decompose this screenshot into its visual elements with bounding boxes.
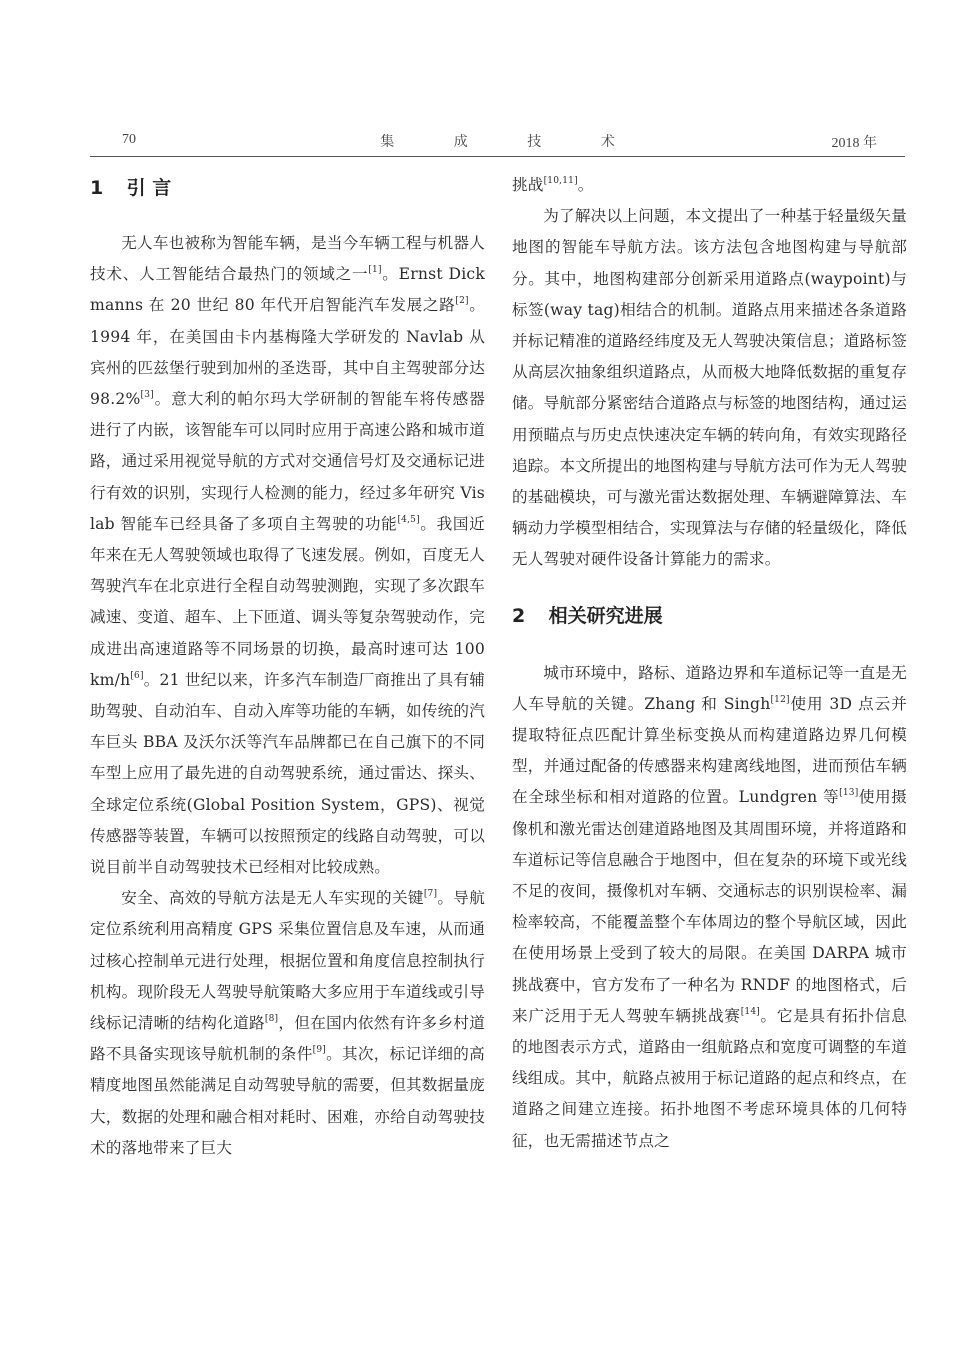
body-text: 为了解决以上问题，本文提出了一种基于轻量级矢量地图的智能车导航方法。该方法包含地图构建与导航部分。其中，地图构建部分创新采用道路点(waypoint)与标签(way tag)相结合的机制。道路点用来描述各条道路并标记精准的道路经纬度及无人驾驶决策信息；道路标签从高层次抽象组织道路点，从而极大地降低数据的重复存储。导航部分紧密结合道路点与标签的地图结构，通过运用预瞄点与历史点快速决定车辆的转向角，有效实现路径追踪。本文所提出的地图构建与导航方法可作为无人驾驶的基础模块，可与激光雷达数据处理、车辆避障算法、车辆动力学模型相结合，实现算法与存储的轻量级化，降低无人驾驶对硬件设备计算能力的需求。 [512, 207, 907, 569]
citation-ref: [12] [770, 694, 790, 705]
section-2-title: 相关研究进展 [548, 604, 663, 627]
intro-paragraph-2 [90, 883, 485, 1164]
body-text: 。我国近年来在无人驾驶领域也取得了飞速发展。例如，百度无人驾驶汽车在北京进行全程自动驾驶测跑，实现了多次跟车减速、变道、超车、上下匝道、调头等复杂驾驶动作，完成进出高速道路等不同场景的切换，最高时速可达 100 km/h [90, 514, 485, 689]
intro-paragraph-1 [90, 228, 485, 883]
related-work-paragraph [512, 658, 907, 1157]
citation-ref: [14] [740, 1006, 760, 1017]
section-1-heading [90, 170, 485, 206]
citation-ref: [8] [264, 1014, 279, 1025]
citation-ref: [3] [140, 390, 154, 401]
body-text: 挑战 [512, 176, 544, 194]
body-text: 。其次，标记详细的高精度地图虽然能满足自动驾驶导航的需要，但其数据量庞大，数据的处理和融合相对耗时、困难，亦给自动驾驶技术的落地带来了巨大 [90, 1045, 485, 1157]
right-column [512, 170, 907, 1157]
method-paragraph [512, 201, 907, 575]
body-text: ，但在国内依然有许多乡村道路不具备实现该导航机制的条件 [90, 1014, 485, 1064]
citation-ref: [13] [839, 788, 859, 799]
body-text: 。导航定位系统利用高精度 GPS 采集位置信息及车速，从而通过核心控制单元进行处理，根据位置和角度信息控制执行机构。现阶段无人驾驶导航策略大多应用于车道线或引导线标记清晰的结构化道路 [90, 889, 485, 1033]
citation-ref: [6] [130, 670, 144, 681]
body-text: 。21 世纪以来，许多汽车制造厂商推出了具有辅助驾驶、自动泊车、自动入库等功能的车辆，如传统的汽车巨头 BBA 及沃尔沃等汽车品牌都已在自己旗下的不同车型上应用了最先进的自动驾驶系统，通过雷达、探头、全球定位系统(Global Position System，GPS)、视觉传感器等装置，车辆可以按照预定的线路自动驾驶，可以说目前半自动驾驶技术已经相对比较成熟。 [90, 670, 485, 877]
body-text: 。 [577, 176, 594, 194]
citation-ref: [4,5] [397, 514, 420, 525]
body-text: 。Ernst Dickmanns 在 20 世纪 80 年代开启智能汽车发展之路 [90, 265, 485, 315]
page-number: 70 [122, 132, 136, 147]
continued-paragraph [512, 170, 907, 201]
section-1-number: 1 [90, 177, 104, 199]
publication-year: 2018 年 [831, 136, 877, 151]
section-2-number: 2 [512, 604, 526, 627]
body-text: 城市环境中，路标、道路边界和车道标记等一直是无人车导航的关键。Zhang 和 Singh [512, 663, 907, 713]
section-2-heading [512, 598, 907, 634]
body-text: 安全、高效的导航方法是无人车实现的关键 [121, 889, 424, 908]
citation-ref: [2] [455, 296, 469, 307]
body-text: 。意大利的帕尔玛大学研制的智能车将传感器进行了内嵌，该智能车可以同时应用于高速公路和城市道路，通过采用视觉导航的方式对交通信号灯及交通标记进行有效的识别，实现行人检测的能力，经过多年研究 Vislab 智能车已经具备了多项自主驾驶的功能 [90, 390, 485, 533]
citation-ref: [7] [423, 889, 438, 900]
body-text: 。1994 年，在美国由卡内基梅隆大学研发的 Navlab 从宾州的匹兹堡行驶到加州的圣迭哥，其中自主驾驶部分达 98.2% [90, 296, 485, 409]
citation-ref: [1] [368, 265, 382, 276]
section-1-title: 引 言 [126, 177, 172, 199]
page-header [90, 128, 905, 157]
body-text: 无人车也被称为智能车辆，是当今车辆工程与机器人技术、人工智能结合最热门的领域之一 [90, 234, 485, 284]
body-text: 使用摄像机和激光雷达创建道路地图及其周围环境，并将道路和车道标记等信息融合于地图中，但在复杂的环境下或光线不足的夜间，摄像机对车辆、交通标志的识别误检率、漏检率较高，不能覆盖整个车体周边的整个导航区域，因此在使用场景上受到了较大的局限。在美国 DARPA 城市挑战赛中，官方发布了一种名为 RNDF 的地图格式，后来广泛用于无人驾驶车辆挑战赛 [512, 788, 907, 1025]
body-text: 。它是具有拓扑信息的地图表示方式，道路由一组航路点和宽度可调整的车道线组成。其中，航路点被用于标记道路的起点和终点，在道路之间建立连接。拓扑地图不考虑环境具体的几何特征，也无需描述节点之 [512, 1006, 907, 1150]
journal-name: 集 成 技 术 [380, 135, 643, 150]
citation-ref: [9] [312, 1045, 326, 1056]
citation-ref: [10,11] [543, 176, 578, 186]
body-text: 使用 3D 点云并提取特征点匹配计算坐标变换从而构建道路边界几何模型，并通过配备的传感器来构建离线地图，进而预估车辆在全球坐标和相对道路的位置。Lundgren 等 [512, 694, 907, 807]
left-column [90, 170, 485, 1164]
